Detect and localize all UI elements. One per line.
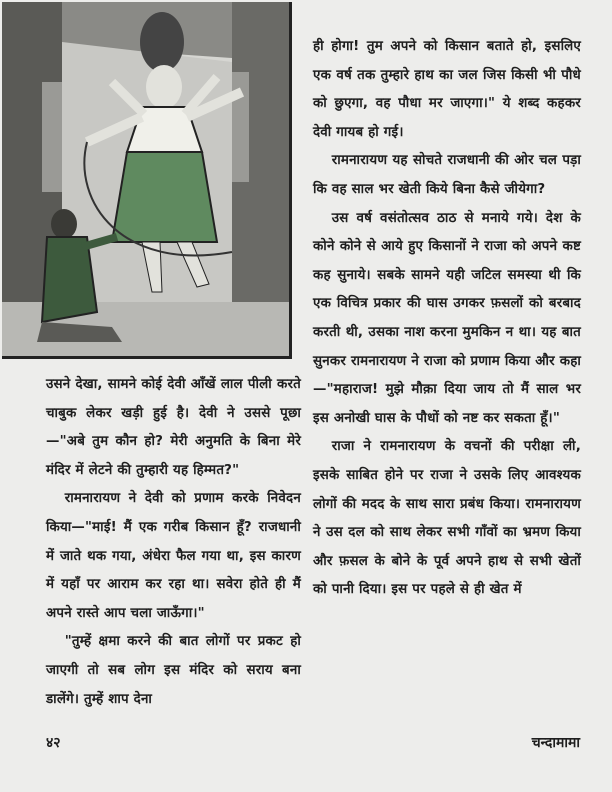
paragraph: "तुम्हें क्षमा करने की बात लोगों पर प्रकट हो जाएगी तो सब लोग इस मंदिर को सराय बना डालेंगे। तुम्हें शाप देना	[46, 634, 301, 707]
page-number: ४२	[46, 735, 61, 751]
paragraph: उस वर्ष वसंतोत्सव ठाठ से मनाये गये। देश के कोने कोने से आये हुए किसानों ने राजा को अपने कष्ट कह सुनाये। सबके सामने यही जटिल समस्या थी कि एक विचित्र प्रकार की घास उगकर फ़सलों को बरबाद करती थी, उसका नाश करना मुमकिन न था। यह बात सुनकर रामनारायण ने राजा को प्रणाम किया और कहा—"महाराज! मुझे मौक़ा दिया जाय तो मैं साल भर इस अनोखी घास के पौधों को नष्ट कर सकता हूँ।"	[313, 210, 581, 426]
paragraph: ही होगा! तुम अपने को किसान बताते हो, इसलिए एक वर्ष तक तुम्हारे हाथ का जल जिस किसी भी पौधे को छुएगा, वह पौधा मर जाएगा।" ये शब्द कहकर देवी गायब हो गई।	[313, 39, 581, 140]
right-text-column	[313, 33, 581, 605]
magazine-name: चन्दामामा	[531, 735, 580, 751]
story-illustration	[2, 2, 292, 359]
paragraph: राजा ने रामनारायण के वचनों की परीक्षा ली, इसके साबित होने पर राजा ने उसके लिए आवश्यक लोगों की मदद के साथ सारा प्रबंध किया। रामनारायण ने उस दल को साथ लेकर सभी गाँवों का भ्रमण किया और फ़सल के बोने के पूर्व अपने हाथ से सभी खेतों को पानी दिया। इस पर पहले से ही खेत में	[313, 439, 581, 598]
left-text-column	[46, 371, 301, 714]
paragraph: रामनारायण यह सोचते राजधानी की ओर चल पड़ा कि वह साल भर खेती किये बिना कैसे जीयेगा?	[313, 153, 581, 197]
goddess-whip-illustration-icon	[2, 2, 289, 356]
paragraph: उसने देखा, सामने कोई देवी आँखें लाल पीली करते चाबुक लेकर खड़ी हुई है। देवी ने उससे पूछा—"अबे तुम कौन हो? मेरी अनुमति के बिना मेरे मंदिर में लेटने की तुम्हारी यह हिम्मत?"	[46, 377, 301, 478]
paragraph: रामनारायण ने देवी को प्रणाम करके निवेदन किया—"माई! मैं एक गरीब किसान हूँ? राजधानी में जाते थक गया, अंधेरा फैल गया था, इस कारण में यहाँ पर आराम कर रहा था। सवेरा होते ही मैं अपने रास्ते आप चला जाऊँगा।"	[46, 491, 301, 621]
